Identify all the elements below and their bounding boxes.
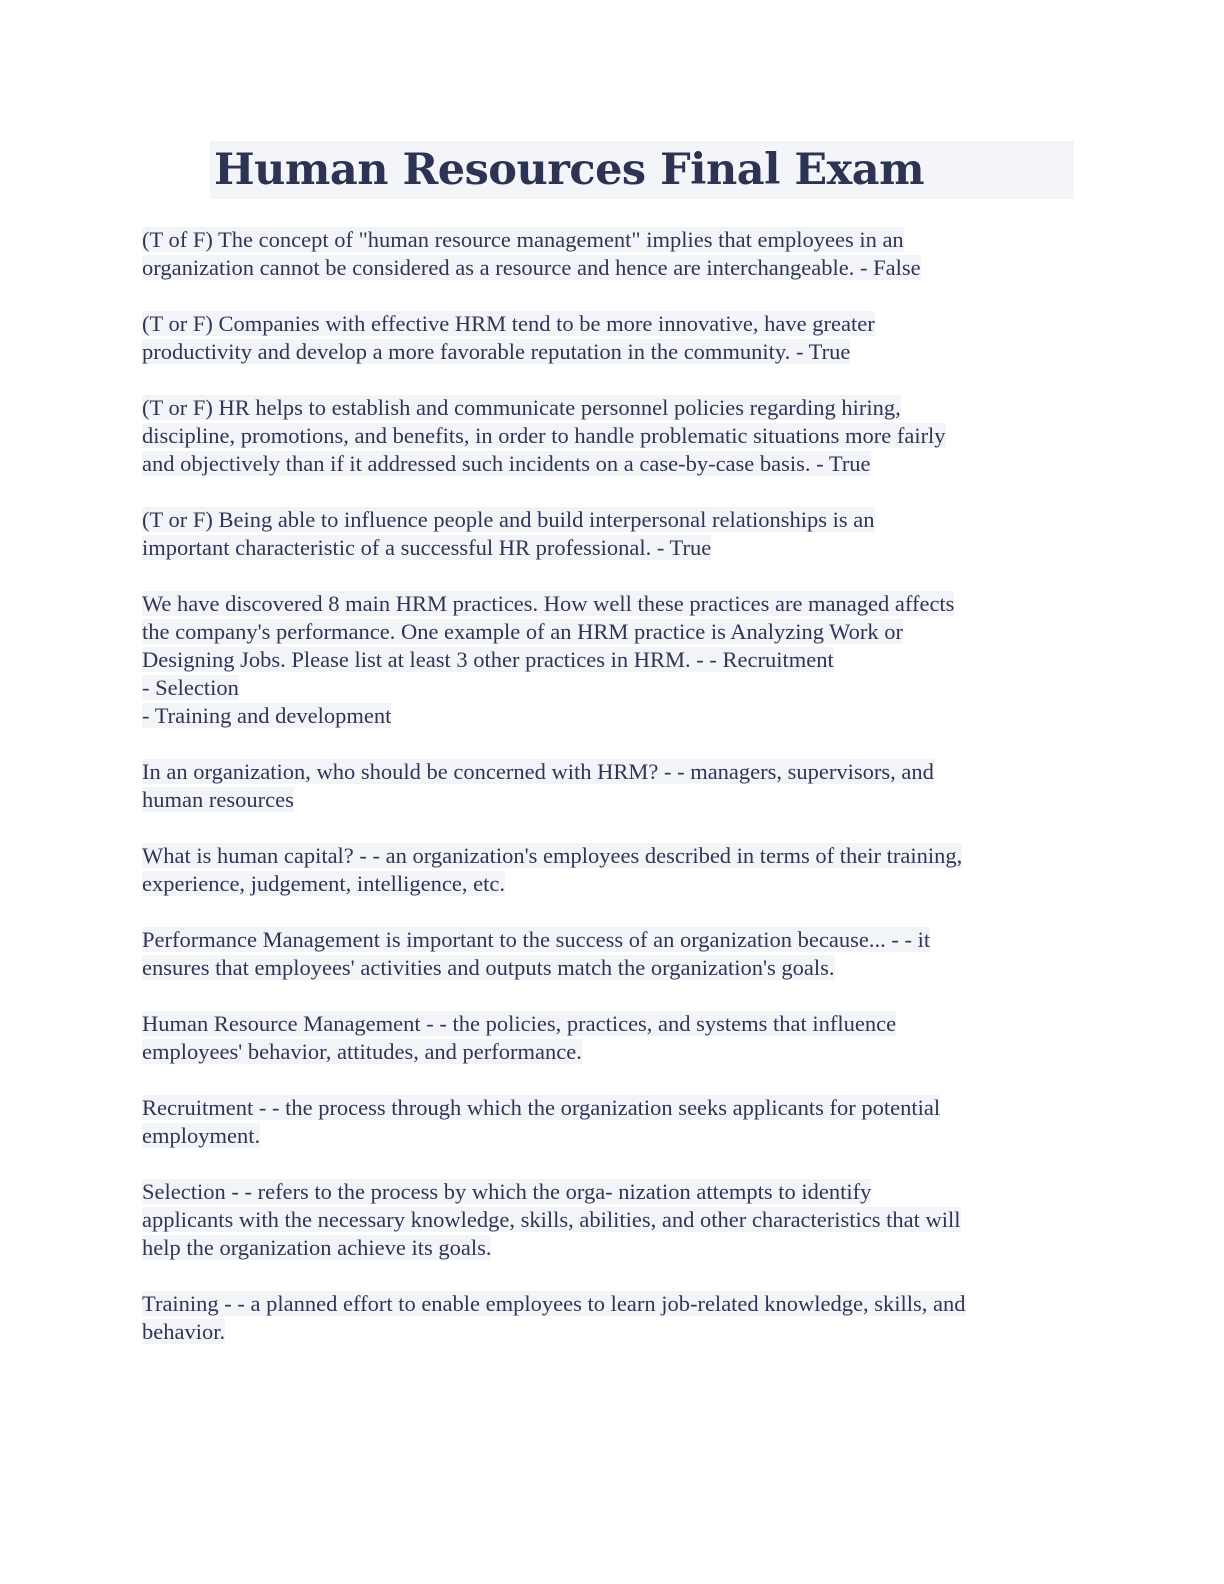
qa-line: (T of F) The concept of "human resource management" implies that employees in an (142, 227, 904, 252)
qa-item (142, 926, 1082, 982)
qa-item (142, 1290, 1082, 1346)
qa-line: help the organization achieve its goals. (142, 1235, 492, 1260)
qa-line: and objectively than if it addressed such incidents on a case-by-case basis. - True (142, 451, 871, 476)
qa-line: discipline, promotions, and benefits, in order to handle problematic situations more fairly (142, 423, 946, 448)
qa-line: employees' behavior, attitudes, and performance. (142, 1039, 582, 1064)
qa-item (142, 1178, 1082, 1262)
qa-item (142, 842, 1082, 898)
qa-line: applicants with the necessary knowledge, skills, abilities, and other characteristics that will (142, 1207, 961, 1232)
qa-line: (T or F) HR helps to establish and communicate personnel policies regarding hiring, (142, 395, 901, 420)
qa-line: Human Resource Management - - the policies, practices, and systems that influence (142, 1011, 897, 1036)
qa-item (142, 758, 1082, 814)
qa-line: behavior. (142, 1319, 226, 1344)
title-block (210, 141, 1074, 199)
qa-line: Training - - a planned effort to enable employees to learn job-related knowledge, skills, and (142, 1291, 966, 1316)
qa-line: ensures that employees' activities and outputs match the organization's goals. (142, 955, 835, 980)
qa-line: employment. (142, 1123, 261, 1148)
qa-line: Designing Jobs. Please list at least 3 other practices in HRM. - - Recruitment (142, 647, 834, 672)
qa-line: What is human capital? - - an organization's employees described in terms of their training, (142, 843, 963, 868)
qa-item (142, 310, 1082, 366)
qa-item (142, 1094, 1082, 1150)
qa-line: Selection - - refers to the process by which the orga- nization attempts to identify (142, 1179, 872, 1204)
qa-line: In an organization, who should be concerned with HRM? - - managers, supervisors, and (142, 759, 934, 784)
document-body (142, 226, 1082, 1374)
qa-line: Performance Management is important to the success of an organization because... - - it (142, 927, 931, 952)
qa-line: experience, judgement, intelligence, etc. (142, 871, 505, 896)
qa-line: We have discovered 8 main HRM practices. How well these practices are managed affects (142, 591, 955, 616)
qa-item (142, 590, 1082, 730)
qa-line: the company's performance. One example of an HRM practice is Analyzing Work or (142, 619, 903, 644)
qa-item (142, 1010, 1082, 1066)
qa-line: important characteristic of a successful HR professional. - True (142, 535, 712, 560)
qa-line: productivity and develop a more favorable reputation in the community. - True (142, 339, 851, 364)
qa-line: (T or F) Companies with effective HRM tend to be more innovative, have greater (142, 311, 875, 336)
qa-line: (T or F) Being able to influence people and build interpersonal relationships is an (142, 507, 875, 532)
qa-line: human resources (142, 787, 294, 812)
document-title: Human Resources Final Exam (214, 145, 925, 195)
qa-line: - Training and development (142, 703, 392, 728)
qa-item (142, 394, 1082, 478)
qa-line: - Selection (142, 675, 239, 700)
qa-line: organization cannot be considered as a resource and hence are interchangeable. - False (142, 255, 921, 280)
qa-line: Recruitment - - the process through which the organization seeks applicants for potential (142, 1095, 941, 1120)
qa-item (142, 226, 1082, 282)
qa-item (142, 506, 1082, 562)
